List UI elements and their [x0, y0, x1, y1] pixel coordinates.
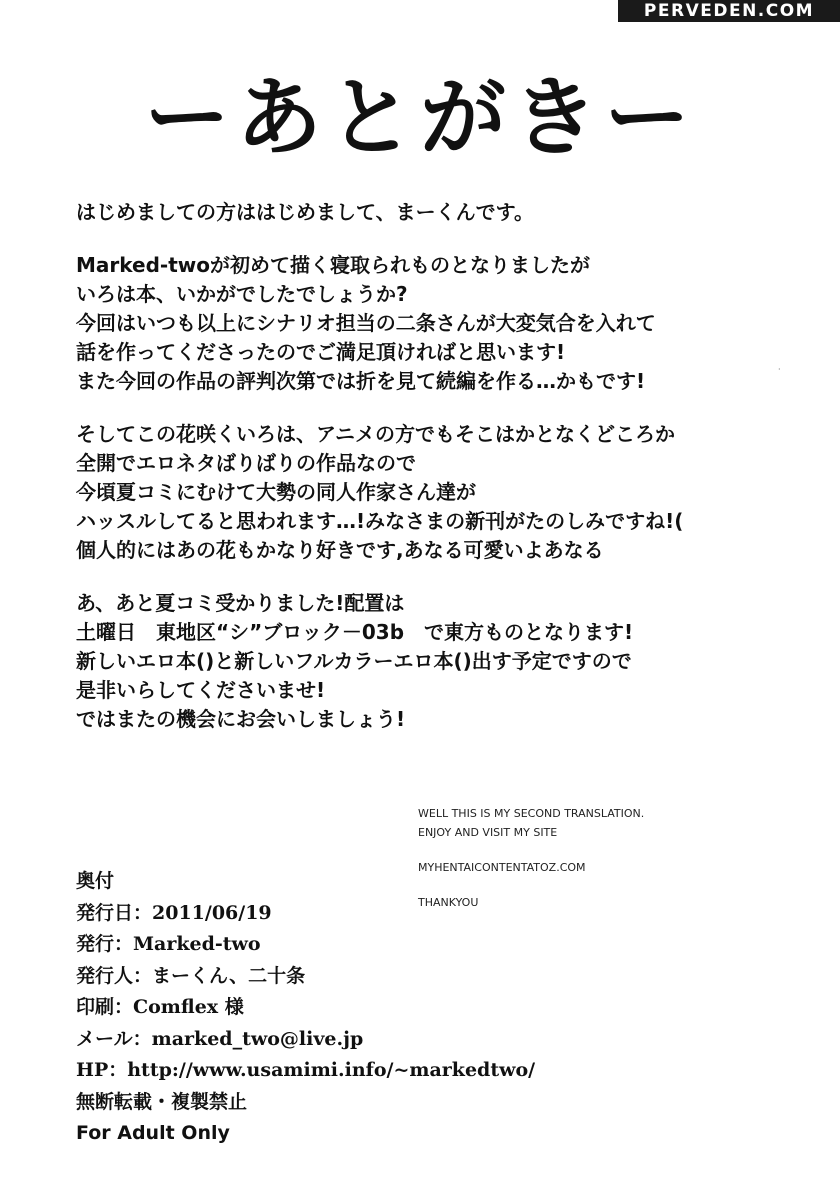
colophon-printer: 印刷：Comflex 様 — [76, 996, 244, 1018]
text-line: あ、あと夏コミ受かりました!配置は — [76, 591, 405, 615]
translator-site: MYHENTAICONTENTATOZ.COM — [418, 861, 586, 874]
text-line: そしてこの花咲くいろは、アニメの方でもそこはかとなくどころか — [76, 422, 675, 446]
text-line: 全開でエロネタばりばりの作品なので — [76, 451, 416, 475]
translator-thanks: THANKYOU — [418, 896, 479, 909]
margin-mark: · — [778, 365, 781, 374]
colophon-copyright: 無断転載・複製禁止 — [76, 1090, 248, 1113]
text-line: 今頃夏コミにむけて大勢の同人作家さん達が — [76, 480, 476, 504]
colophon-email: メール：marked_two@live.jp — [76, 1027, 364, 1050]
text-line: また今回の作品の評判次第では折を見て続編を作る…かもです! — [76, 369, 646, 393]
text-line: 是非いらしてくださいませ! — [76, 678, 326, 702]
text-line: Marked-twoが初めて描く寝取られものとなりましたが — [76, 253, 590, 277]
page-title: ーあとがきー — [144, 68, 696, 168]
text-line: 土曜日 東地区“シ”ブロック－03b で東方ものとなります! — [76, 620, 634, 644]
text-line: ハッスルしてると思われます…!みなさまの新刊がたのしみですね!( — [76, 509, 684, 533]
translator-note-line: WELL THIS IS MY SECOND TRANSLATION. — [418, 807, 645, 820]
colophon-heading: 奥付 — [76, 870, 115, 892]
paragraph-greeting — [76, 198, 776, 227]
text-line: いろは本、いかがでしたでしょうか? — [76, 282, 408, 306]
paragraph-intro — [76, 251, 776, 396]
colophon-publisher: 発行：Marked-two — [76, 933, 261, 955]
colophon — [76, 866, 676, 1150]
text-line: はじめましての方ははじめまして、まーくんです。 — [76, 200, 534, 224]
paragraph-anime — [76, 420, 776, 565]
colophon-adult-notice: For Adult Only — [76, 1122, 230, 1144]
colophon-homepage: HP：http://www.usamimi.info/~markedtwo/ — [76, 1059, 536, 1081]
text-line: 個人的にはあの花もかなり好きです,あなる可愛いよあなる — [76, 538, 604, 562]
paragraph-comiket — [76, 589, 776, 734]
text-line: 新しいエロ本()と新しいフルカラーエロ本()出す予定ですので — [76, 649, 632, 673]
colophon-date: 発行日：2011/06/19 — [76, 901, 272, 924]
translator-note-line: ENJOY AND VISIT MY SITE — [418, 826, 558, 839]
colophon-authors: 発行人：まーくん、二十条 — [76, 964, 306, 987]
text-line: 今回はいつも以上にシナリオ担当の二条さんが大変気合を入れて — [76, 311, 656, 335]
text-line: 話を作ってくださったのでご満足頂ければと思います! — [76, 340, 566, 364]
site-watermark: PERVEDEN.COM — [618, 0, 840, 22]
afterword-body — [76, 198, 776, 758]
text-line: ではまたの機会にお会いしましょう! — [76, 707, 406, 731]
